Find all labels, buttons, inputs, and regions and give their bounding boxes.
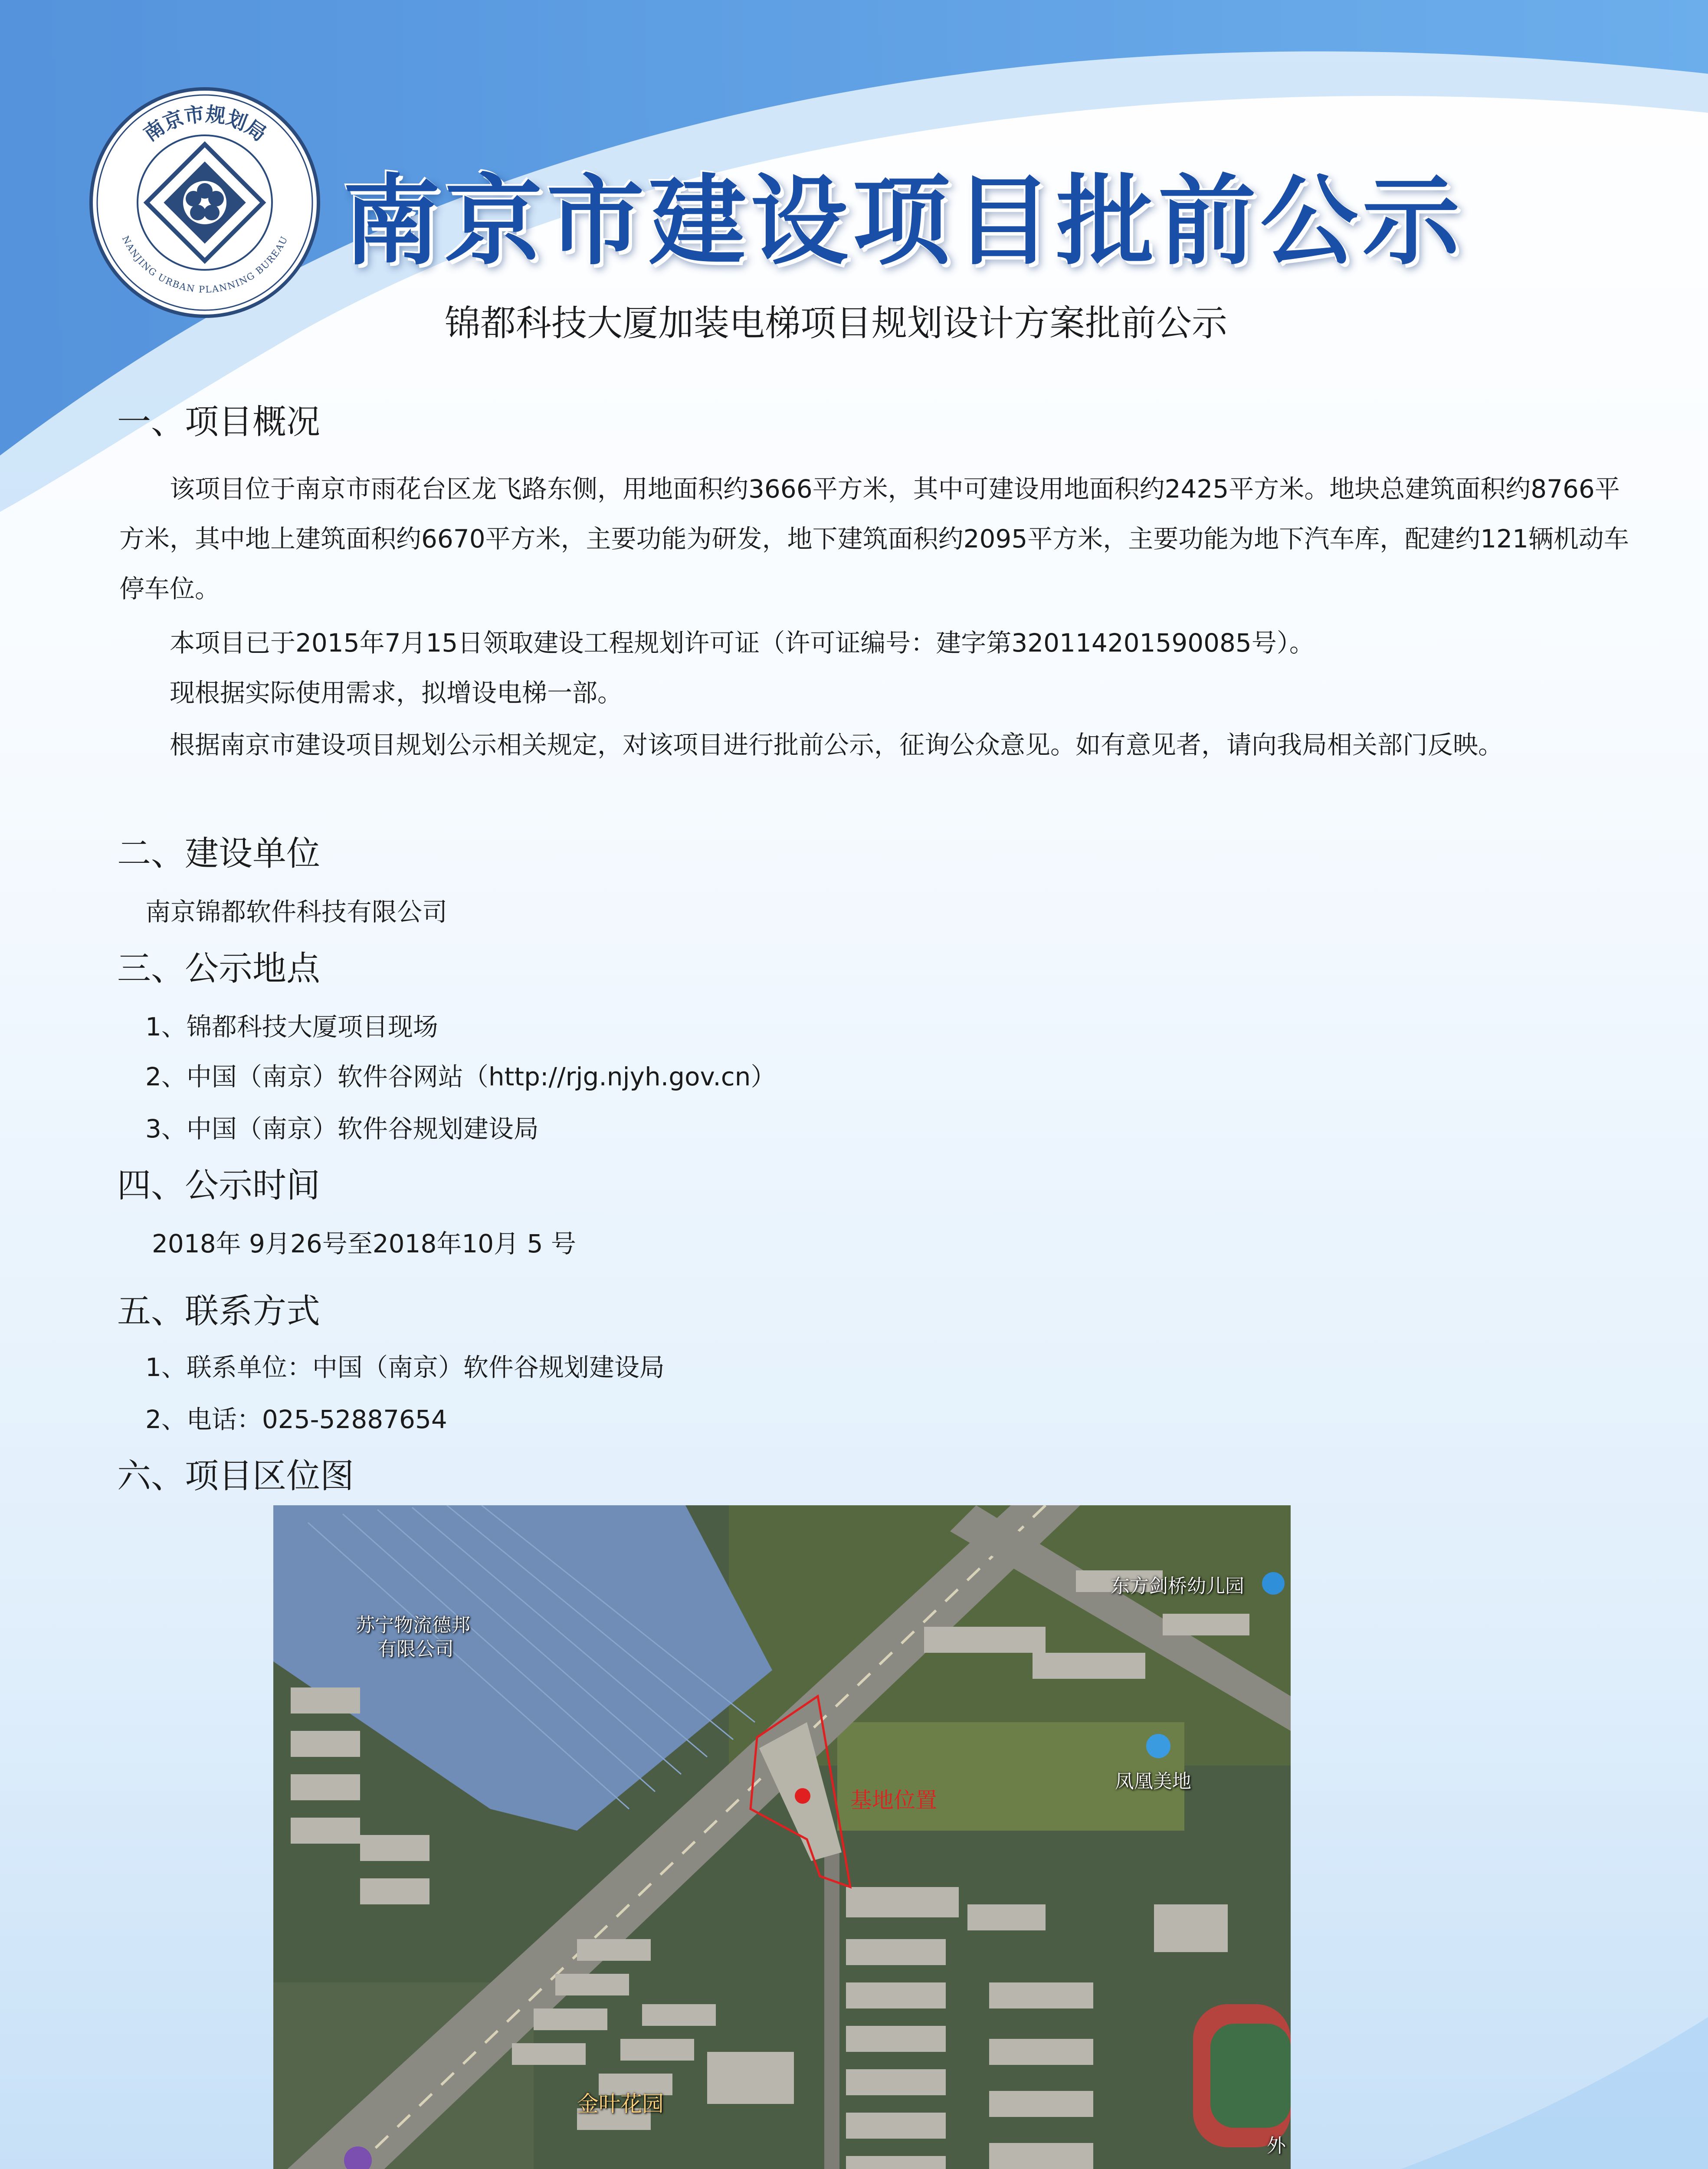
map-label-kindergarten: 东方剑桥幼儿园 (1111, 1575, 1244, 1597)
page-subtitle: 锦都科技大厦加装电梯项目规划设计方案批前公示 (445, 303, 1228, 344)
contact-phone: 2、电话：025-52887654 (145, 1405, 447, 1434)
section-heading-overview: 一、项目概况 (117, 403, 321, 442)
section-heading-time: 四、公示时间 (117, 1166, 321, 1205)
satellite-image (273, 1505, 1291, 2169)
map-label-suning-2: 有限公司 (377, 1638, 454, 1660)
contact-unit: 1、联系单位：中国（南京）软件谷规划建设局 (145, 1353, 665, 1382)
section-heading-map: 六、项目区位图 (117, 1457, 354, 1496)
overview-paragraph-1: 该项目位于南京市雨花台区龙飞路东侧，用地面积约3666平方米，其中可建设用地面积约2425平方米。地块总建筑面积约8766平方米，其中地上建筑面积约6670平方米，主要功能为研发，地下建筑面积约2095平方米，主要功能为地下汽车库，配建约121辆机动车停车位。 (119, 474, 1629, 603)
svg-text:南京市规划局: 南京市规划局 (139, 102, 271, 146)
overview-paragraph-4: 根据南京市建设项目规划公示相关规定，对该项目进行批前公示，征询公众意见。如有意见者，请向我局相关部门反映。 (119, 730, 1504, 760)
location-item-3: 3、中国（南京）软件谷规划建设局 (145, 1114, 539, 1143)
builder-name: 南京锦都软件科技有限公司 (145, 897, 448, 927)
map-label-fenghuang: 凤凰美地 (1115, 1770, 1191, 1792)
location-item-2: 2、中国（南京）软件谷网站（http://rjg.njyh.gov.cn） (145, 1062, 776, 1091)
section-heading-location: 三、公示地点 (117, 949, 321, 988)
location-item-1: 1、锦都科技大厦项目现场 (145, 1012, 438, 1042)
overview-paragraph-3: 现根据实际使用需求，拟增设电梯一部。 (119, 678, 623, 708)
overview-paragraph-2: 本项目已于2015年7月15日领取建设工程规划许可证（许可证编号：建字第320114201590085号）。 (119, 628, 1315, 658)
page-title: 南京市建设项目批前公示 (343, 164, 1464, 278)
site-marker (795, 1788, 810, 1804)
bureau-logo (89, 87, 321, 319)
notice-period: 2018年 9月26号至2018年10月 5 号 (152, 1229, 576, 1258)
map-label-site: 基地位置 (850, 1788, 937, 1813)
section-heading-builder: 二、建设单位 (117, 834, 321, 873)
map-label-jinye: 金叶花园 (577, 2091, 664, 2117)
map-label-suning: 苏宁物流德邦 (356, 1614, 470, 1636)
location-map (273, 1505, 1291, 2169)
map-label-edge: 外 (1267, 2135, 1286, 2157)
svg-text:NANJING URBAN PLANNING BUREAU: NANJING URBAN PLANNING BUREAU (120, 234, 290, 295)
section-heading-contact: 五、联系方式 (117, 1292, 321, 1331)
